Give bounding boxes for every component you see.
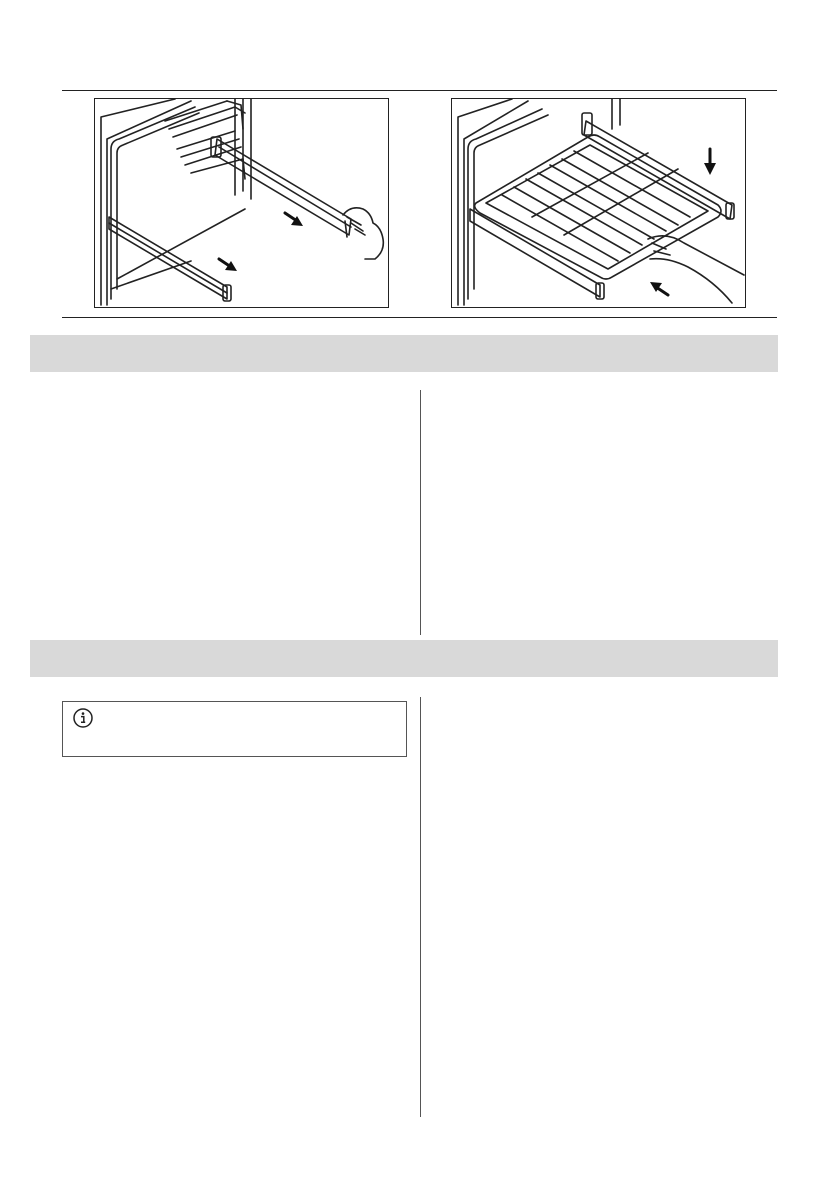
top-rule [62,90,777,91]
column-divider-2 [420,697,421,1117]
figure-rail-removal [94,98,389,308]
oven-shelf-rail-removal-illustration [95,99,388,307]
column-divider-1 [420,390,421,635]
section-heading-band-2 [30,640,778,677]
section-heading-band-1 [30,335,778,372]
oven-wire-shelf-insertion-illustration [452,99,745,307]
figure-shelf-insertion [451,98,746,308]
info-icon [73,708,93,728]
figure-bottom-rule [62,317,777,318]
info-note-box [62,701,407,757]
